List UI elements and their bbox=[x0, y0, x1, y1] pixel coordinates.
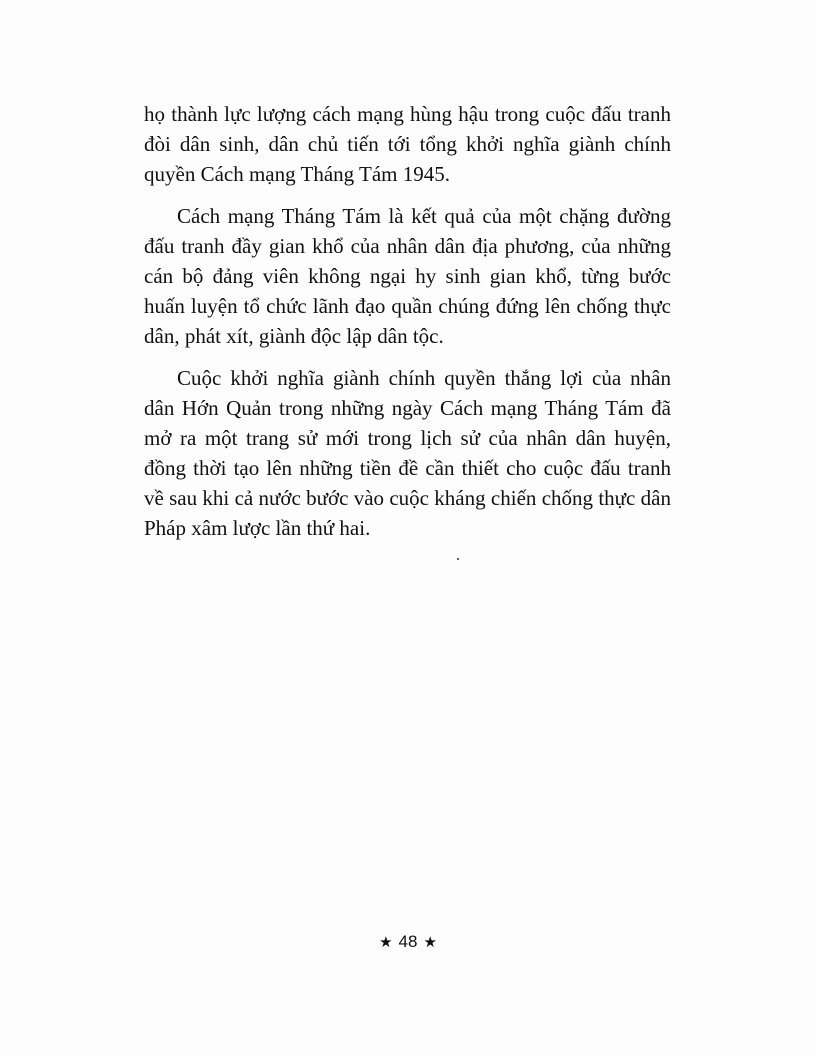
page-number: 48 bbox=[398, 932, 418, 951]
paragraph: Cuộc khởi nghĩa giành chính quyền thắng lợi của nhân dân Hớn Quản trong những ngày Cách mạng Tháng Tám đã mở ra một trang sử mới trong lịch sử của nhân dân huyện, đồng thời tạo lên những tiền đề cần thiết cho cuộc đấu tranh về sau khi cả nước bước vào cuộc kháng chiến chống thực dân Pháp xâm lược lần thứ hai. bbox=[144, 366, 671, 540]
paragraph-continued: họ thành lực lượng cách mạng hùng hậu trong cuộc đấu tranh đòi dân sinh, dân chủ tiến tới tổng khởi nghĩa giành chính quyền Cách mạng Tháng Tám 1945. bbox=[144, 102, 671, 186]
star-icon: ★ bbox=[379, 934, 393, 951]
paragraph: Cách mạng Tháng Tám là kết quả của một chặng đường đấu tranh đầy gian khổ của nhân dân địa phương, của những cán bộ đảng viên không ngại hy sinh gian khổ, từng bước huấn luyện tổ chức lãnh đạo quần chúng đứng lên chống thực dân, phát xít, giành độc lập dân tộc. bbox=[144, 204, 671, 348]
body-text bbox=[144, 99, 671, 555]
scan-speck bbox=[457, 558, 459, 560]
page-footer bbox=[0, 932, 816, 952]
star-icon: ★ bbox=[423, 934, 437, 951]
